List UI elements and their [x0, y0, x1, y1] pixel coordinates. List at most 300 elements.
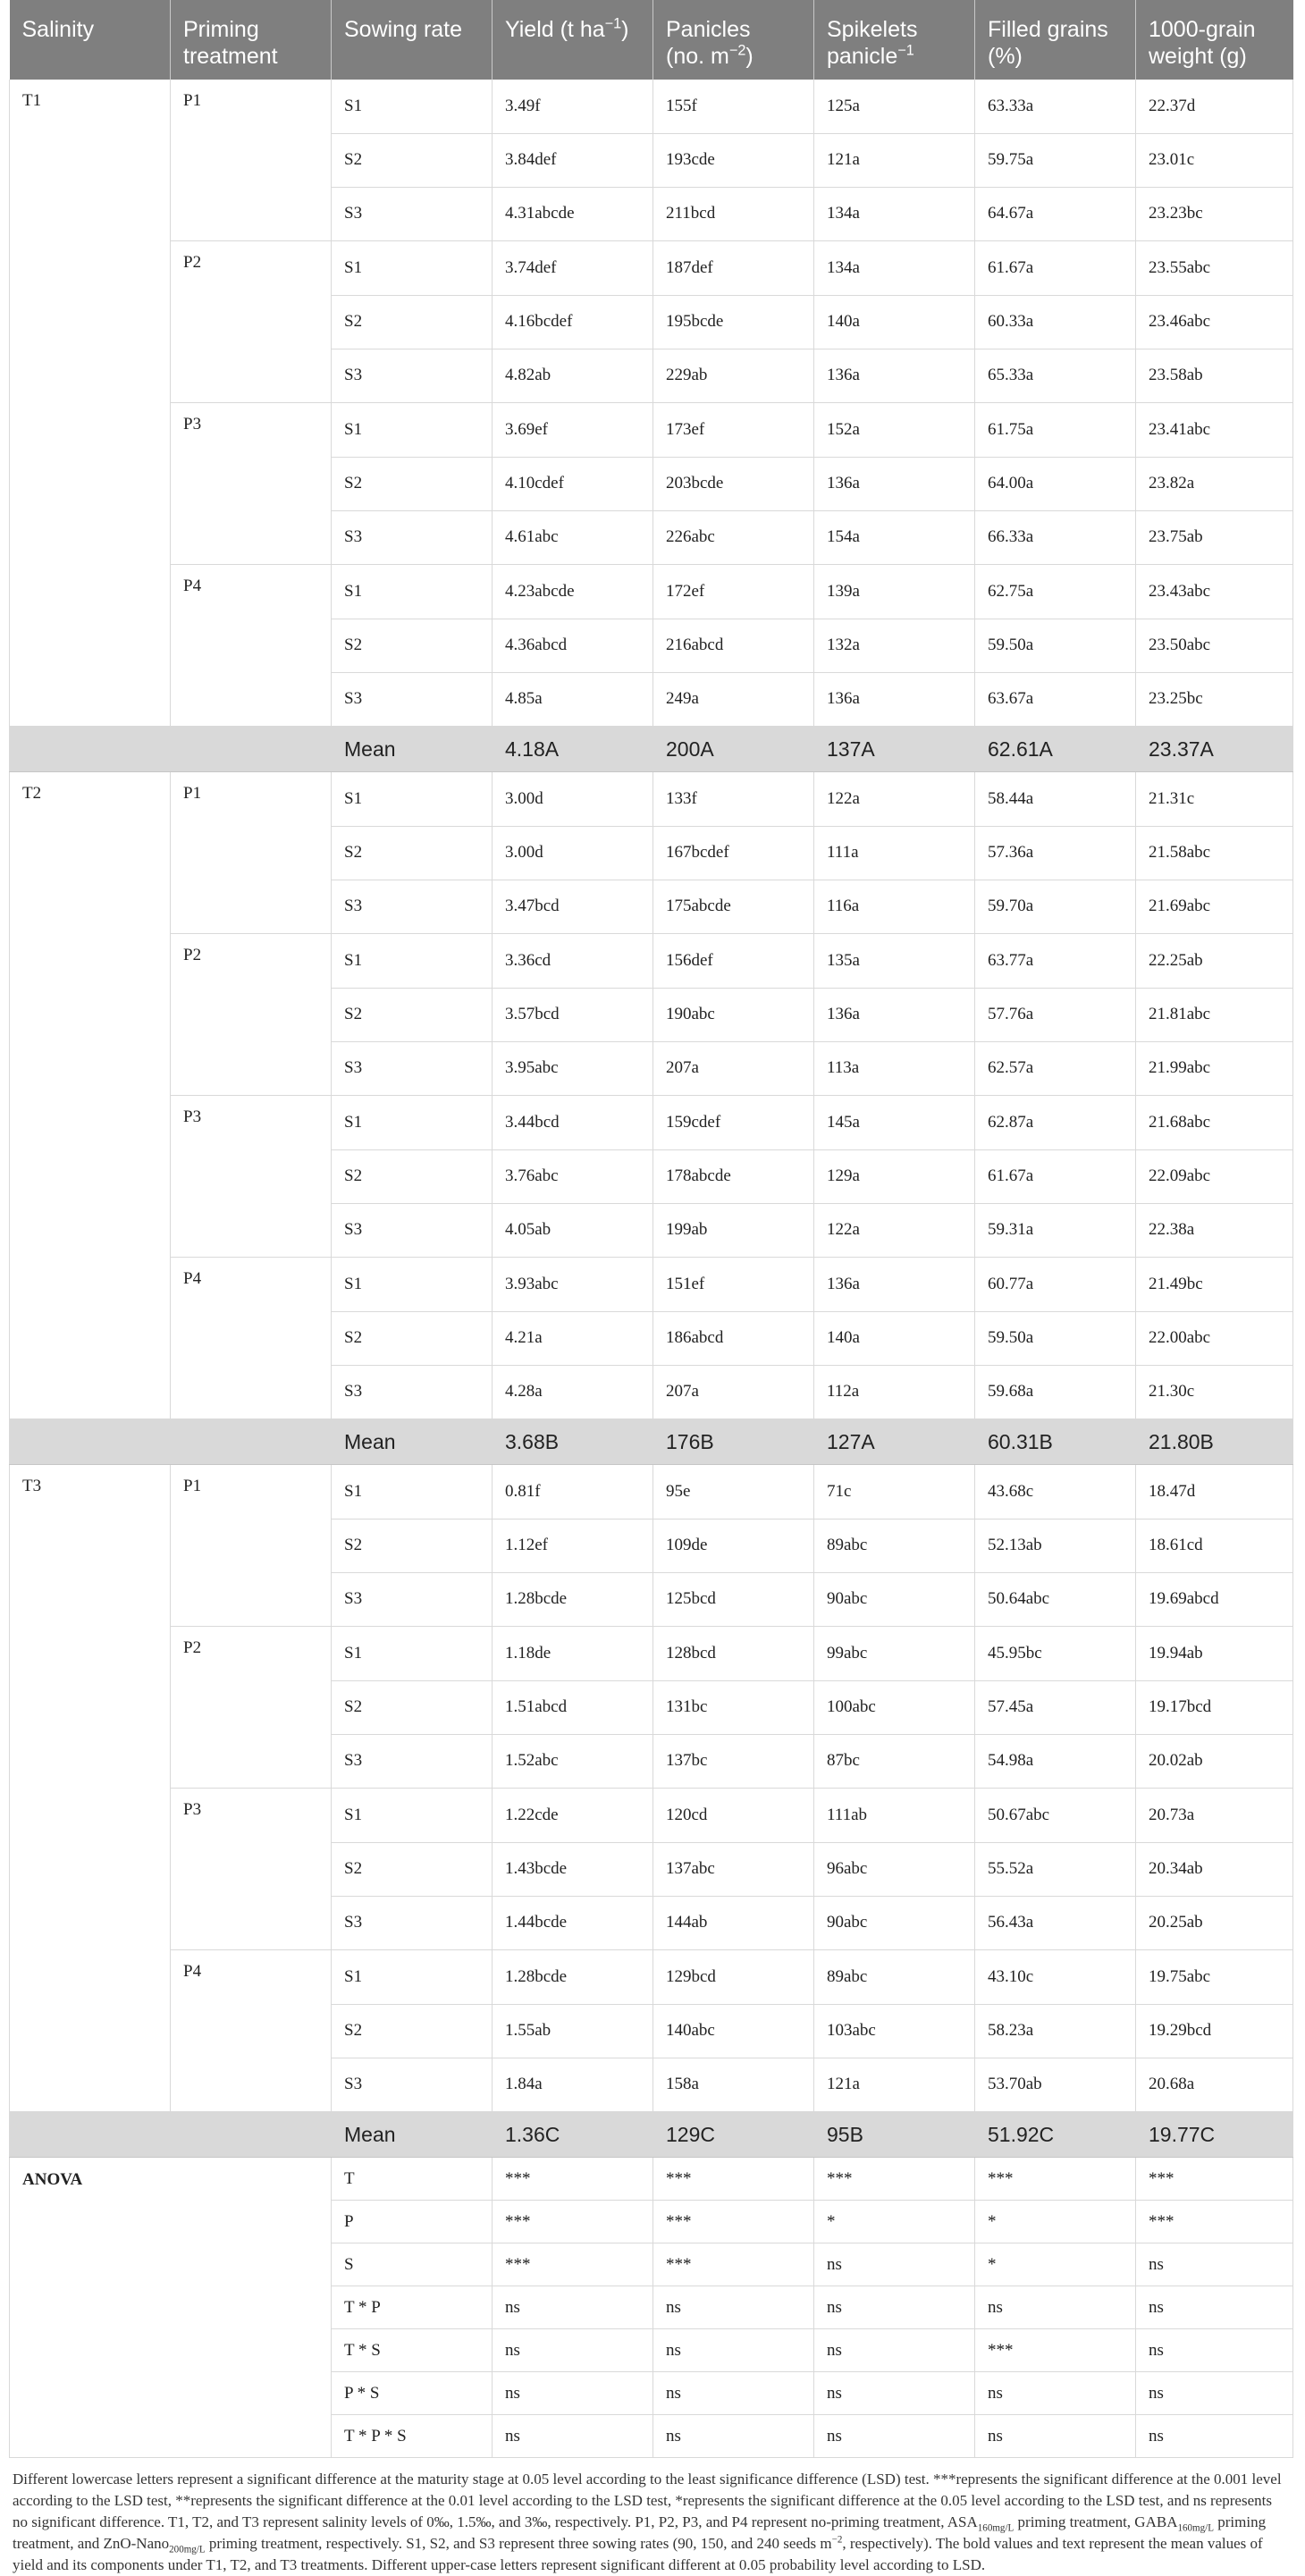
- salinity-cell: [10, 1896, 171, 1950]
- priming-cell: P1: [171, 1465, 332, 1520]
- value-cell: 20.73a: [1136, 1789, 1293, 1843]
- table-row: [10, 1842, 1293, 1896]
- value-cell: S2: [332, 1842, 493, 1896]
- table-row: [10, 934, 1293, 989]
- priming-cell: [171, 1203, 332, 1258]
- salinity-cell: [10, 934, 171, 989]
- table-row: [10, 826, 1293, 880]
- value-cell: 125a: [814, 80, 975, 133]
- value-cell: 23.46abc: [1136, 295, 1293, 349]
- anova-significance: ns: [814, 2286, 975, 2329]
- value-cell: 152a: [814, 403, 975, 458]
- value-cell: 20.02ab: [1136, 1734, 1293, 1789]
- value-cell: 4.23abcde: [493, 565, 653, 619]
- anova-significance: ns: [975, 2415, 1136, 2458]
- value-cell: 20.25ab: [1136, 1896, 1293, 1950]
- anova-significance: ***: [975, 2158, 1136, 2201]
- anova-significance: ns: [975, 2372, 1136, 2415]
- priming-cell: P4: [171, 1950, 332, 2005]
- anova-factor: S: [332, 2243, 493, 2286]
- value-cell: 64.00a: [975, 457, 1136, 510]
- value-cell: S1: [332, 1096, 493, 1150]
- value-cell: 3.00d: [493, 772, 653, 827]
- value-cell: 158a: [653, 2058, 814, 2112]
- salinity-cell: T3: [10, 1465, 171, 1520]
- value-cell: S1: [332, 1258, 493, 1312]
- value-cell: 103abc: [814, 2004, 975, 2058]
- priming-cell: P3: [171, 1789, 332, 1843]
- value-cell: S3: [332, 349, 493, 403]
- value-cell: 3.00d: [493, 826, 653, 880]
- value-cell: 134a: [814, 187, 975, 241]
- header-spikelets: Spikelets panicle$^{-1}$: [814, 0, 975, 80]
- value-cell: 21.31c: [1136, 772, 1293, 827]
- value-cell: S1: [332, 1789, 493, 1843]
- salinity-cell: [10, 619, 171, 672]
- value-cell: S3: [332, 1365, 493, 1419]
- anova-significance: ns: [1136, 2286, 1293, 2329]
- value-cell: 1.84a: [493, 2058, 653, 2112]
- table-row: [10, 241, 1293, 296]
- value-cell: 23.50abc: [1136, 619, 1293, 672]
- value-cell: 52.13ab: [975, 1519, 1136, 1572]
- table-row: [10, 1734, 1293, 1789]
- anova-significance: ns: [653, 2329, 814, 2372]
- value-cell: 4.05ab: [493, 1203, 653, 1258]
- value-cell: 20.68a: [1136, 2058, 1293, 2112]
- salinity-cell: [10, 1789, 171, 1843]
- salinity-cell: [10, 403, 171, 458]
- value-cell: 226abc: [653, 510, 814, 565]
- value-cell: 120cd: [653, 1789, 814, 1843]
- value-cell: 156def: [653, 934, 814, 989]
- value-cell: 59.50a: [975, 1311, 1136, 1365]
- value-cell: 45.95bc: [975, 1627, 1136, 1681]
- value-cell: 112a: [814, 1365, 975, 1419]
- value-cell: 59.31a: [975, 1203, 1136, 1258]
- salinity-cell: [10, 1572, 171, 1627]
- table-row: [10, 619, 1293, 672]
- anova-factor: T * S: [332, 2329, 493, 2372]
- mean-empty-cell: [171, 1419, 332, 1465]
- priming-cell: [171, 133, 332, 187]
- value-cell: 22.37d: [1136, 80, 1293, 133]
- value-cell: 63.33a: [975, 80, 1136, 133]
- priming-cell: [171, 1572, 332, 1627]
- table-row: [10, 1627, 1293, 1681]
- value-cell: S3: [332, 1572, 493, 1627]
- value-cell: 140a: [814, 295, 975, 349]
- anova-factor: T: [332, 2158, 493, 2201]
- salinity-cell: [10, 1734, 171, 1789]
- header-yield: Yield (t $ha^{-1}$): [493, 0, 653, 80]
- value-cell: 62.57a: [975, 1041, 1136, 1096]
- anova-significance: ***: [653, 2243, 814, 2286]
- anova-significance: ***: [653, 2158, 814, 2201]
- table-row: [10, 1258, 1293, 1312]
- salinity-cell: [10, 1680, 171, 1734]
- table-row: [10, 672, 1293, 727]
- table-row: [10, 1041, 1293, 1096]
- table-row: [10, 1789, 1293, 1843]
- value-cell: 203bcde: [653, 457, 814, 510]
- header-grain-weight: 1000-grain weight (g): [1136, 0, 1293, 80]
- anova-significance: ns: [1136, 2329, 1293, 2372]
- value-cell: 23.58ab: [1136, 349, 1293, 403]
- value-cell: 135a: [814, 934, 975, 989]
- anova-significance: ns: [493, 2329, 653, 2372]
- value-cell: 71c: [814, 1465, 975, 1520]
- value-cell: 4.28a: [493, 1365, 653, 1419]
- anova-significance: ns: [493, 2372, 653, 2415]
- salinity-cell: [10, 1950, 171, 2005]
- table-row: [10, 1096, 1293, 1150]
- priming-cell: [171, 295, 332, 349]
- value-cell: 59.50a: [975, 619, 1136, 672]
- mean-value-cell: 129C: [653, 2112, 814, 2158]
- mean-value-cell: 60.31B: [975, 1419, 1136, 1465]
- priming-cell: [171, 1041, 332, 1096]
- value-cell: S2: [332, 2004, 493, 2058]
- mean-value-cell: 176B: [653, 1419, 814, 1465]
- anova-factor: P * S: [332, 2372, 493, 2415]
- value-cell: 23.01c: [1136, 133, 1293, 187]
- table-footnote: Different lowercase letters represent a significant difference at the maturity stage at 0.05 level according to the least significance difference (LSD) test. ***represents the significant difference at the 0.001 level according to the LSD test, **represents the significant difference at the 0.01 level according to the LSD test, *represents the significant difference at the 0.05 level according to the LSD test, and ns represents no significant difference. T1, T2, and T3 represent salinity levels of 0‰, 1.5‰, and 3‰, respectively. P1, P2, P3, and P4 represent no-priming treatment, $ASA_{160mg/L}$ priming treatment, $GABA_{160mg/L}$ priming treatment, and ZnO-Nano$_{200mg/L}$ priming treatment, respectively. S1, S2, and S3 represent three sowing rates (90, 150, and 240 seeds $m^{-2}$, respectively). The bold values and text represent the mean values of yield and its components under T1, T2, and T3 treatments. Different upper-case letters represent significant different at 0.05 probability level according to LSD.: [13, 2471, 1282, 2573]
- value-cell: 56.43a: [975, 1896, 1136, 1950]
- mean-value-cell: 1.36C: [493, 2112, 653, 2158]
- table-row: [10, 1465, 1293, 1520]
- table-row: [10, 133, 1293, 187]
- value-cell: S2: [332, 295, 493, 349]
- value-cell: 1.51abcd: [493, 1680, 653, 1734]
- value-cell: S3: [332, 510, 493, 565]
- value-cell: 23.75ab: [1136, 510, 1293, 565]
- table-row: [10, 1203, 1293, 1258]
- value-cell: 175abcde: [653, 880, 814, 934]
- anova-factor: P: [332, 2201, 493, 2243]
- value-cell: 207a: [653, 1365, 814, 1419]
- value-cell: 18.61cd: [1136, 1519, 1293, 1572]
- value-cell: S3: [332, 880, 493, 934]
- value-cell: S1: [332, 934, 493, 989]
- value-cell: 19.69abcd: [1136, 1572, 1293, 1627]
- value-cell: 134a: [814, 241, 975, 296]
- value-cell: 3.49f: [493, 80, 653, 133]
- value-cell: 87bc: [814, 1734, 975, 1789]
- value-cell: 137bc: [653, 1734, 814, 1789]
- mean-empty-cell: [10, 727, 171, 772]
- value-cell: 60.77a: [975, 1258, 1136, 1312]
- value-cell: 62.87a: [975, 1096, 1136, 1150]
- priming-cell: [171, 187, 332, 241]
- value-cell: 167bcdef: [653, 826, 814, 880]
- priming-cell: [171, 1734, 332, 1789]
- anova-factor: T * P: [332, 2286, 493, 2329]
- value-cell: 20.34ab: [1136, 1842, 1293, 1896]
- salinity-cell: [10, 1842, 171, 1896]
- value-cell: 3.57bcd: [493, 988, 653, 1041]
- anova-significance: ***: [1136, 2158, 1293, 2201]
- value-cell: 19.17bcd: [1136, 1680, 1293, 1734]
- value-cell: S2: [332, 457, 493, 510]
- yield-components-table: [9, 0, 1293, 2458]
- salinity-cell: [10, 988, 171, 1041]
- value-cell: 43.68c: [975, 1465, 1136, 1520]
- value-cell: 1.43bcde: [493, 1842, 653, 1896]
- value-cell: 109de: [653, 1519, 814, 1572]
- value-cell: 23.43abc: [1136, 565, 1293, 619]
- mean-value-cell: 137A: [814, 727, 975, 772]
- anova-significance: ns: [653, 2372, 814, 2415]
- value-cell: S3: [332, 187, 493, 241]
- value-cell: 229ab: [653, 349, 814, 403]
- priming-cell: P1: [171, 772, 332, 827]
- value-cell: 3.44bcd: [493, 1096, 653, 1150]
- anova-significance: ns: [493, 2286, 653, 2329]
- value-cell: 59.68a: [975, 1365, 1136, 1419]
- priming-cell: [171, 672, 332, 727]
- salinity-cell: T2: [10, 772, 171, 827]
- value-cell: 3.69ef: [493, 403, 653, 458]
- table-row: [10, 1365, 1293, 1419]
- value-cell: 23.25bc: [1136, 672, 1293, 727]
- value-cell: 63.77a: [975, 934, 1136, 989]
- value-cell: 216abcd: [653, 619, 814, 672]
- value-cell: 57.45a: [975, 1680, 1136, 1734]
- value-cell: 4.31abcde: [493, 187, 653, 241]
- priming-cell: [171, 1365, 332, 1419]
- value-cell: 4.21a: [493, 1311, 653, 1365]
- value-cell: S1: [332, 772, 493, 827]
- header-priming-treatment: Priming treatment: [171, 0, 332, 80]
- value-cell: 23.23bc: [1136, 187, 1293, 241]
- table-row: [10, 2058, 1293, 2112]
- value-cell: 63.67a: [975, 672, 1136, 727]
- anova-significance: ns: [814, 2415, 975, 2458]
- value-cell: 59.75a: [975, 133, 1136, 187]
- salinity-cell: [10, 241, 171, 296]
- header-filled-grains: Filled grains (%): [975, 0, 1136, 80]
- mean-value-cell: 62.61A: [975, 727, 1136, 772]
- value-cell: 137abc: [653, 1842, 814, 1896]
- value-cell: 172ef: [653, 565, 814, 619]
- value-cell: 125bcd: [653, 1572, 814, 1627]
- priming-cell: P1: [171, 80, 332, 133]
- value-cell: 90abc: [814, 1572, 975, 1627]
- salinity-cell: [10, 1203, 171, 1258]
- salinity-cell: [10, 672, 171, 727]
- value-cell: 128bcd: [653, 1627, 814, 1681]
- value-cell: 207a: [653, 1041, 814, 1096]
- table-row: [10, 2004, 1293, 2058]
- header-sowing-rate: Sowing rate: [332, 0, 493, 80]
- value-cell: 133f: [653, 772, 814, 827]
- value-cell: 113a: [814, 1041, 975, 1096]
- table-row: [10, 565, 1293, 619]
- anova-significance: ***: [493, 2243, 653, 2286]
- value-cell: 190abc: [653, 988, 814, 1041]
- value-cell: S2: [332, 133, 493, 187]
- value-cell: 100abc: [814, 1680, 975, 1734]
- value-cell: 57.76a: [975, 988, 1136, 1041]
- value-cell: 154a: [814, 510, 975, 565]
- mean-label: Mean: [332, 1419, 493, 1465]
- anova-significance: ns: [653, 2286, 814, 2329]
- value-cell: 95e: [653, 1465, 814, 1520]
- value-cell: 65.33a: [975, 349, 1136, 403]
- value-cell: S3: [332, 2058, 493, 2112]
- header-salinity: Salinity: [10, 0, 171, 80]
- salinity-cell: [10, 133, 171, 187]
- value-cell: 145a: [814, 1096, 975, 1150]
- anova-significance: ns: [814, 2243, 975, 2286]
- value-cell: S2: [332, 1149, 493, 1203]
- value-cell: 173ef: [653, 403, 814, 458]
- value-cell: S1: [332, 1465, 493, 1520]
- salinity-cell: [10, 1311, 171, 1365]
- value-cell: 58.44a: [975, 772, 1136, 827]
- value-cell: 4.85a: [493, 672, 653, 727]
- value-cell: 3.76abc: [493, 1149, 653, 1203]
- value-cell: 144ab: [653, 1896, 814, 1950]
- anova-significance: *: [975, 2243, 1136, 2286]
- mean-label: Mean: [332, 727, 493, 772]
- salinity-cell: [10, 1258, 171, 1312]
- value-cell: 136a: [814, 349, 975, 403]
- value-cell: 22.25ab: [1136, 934, 1293, 989]
- value-cell: 4.16bcdef: [493, 295, 653, 349]
- priming-cell: P2: [171, 934, 332, 989]
- salinity-cell: [10, 1096, 171, 1150]
- table-row: [10, 510, 1293, 565]
- priming-cell: [171, 1680, 332, 1734]
- table-row: [10, 1680, 1293, 1734]
- value-cell: 1.28bcde: [493, 1950, 653, 2005]
- priming-cell: [171, 349, 332, 403]
- anova-significance: ns: [975, 2286, 1136, 2329]
- value-cell: 64.67a: [975, 187, 1136, 241]
- priming-cell: [171, 510, 332, 565]
- mean-empty-cell: [171, 2112, 332, 2158]
- value-cell: S3: [332, 1734, 493, 1789]
- value-cell: 136a: [814, 988, 975, 1041]
- value-cell: 178abcde: [653, 1149, 814, 1203]
- value-cell: 195bcde: [653, 295, 814, 349]
- value-cell: 4.82ab: [493, 349, 653, 403]
- value-cell: 136a: [814, 457, 975, 510]
- value-cell: S1: [332, 1950, 493, 2005]
- salinity-cell: [10, 1149, 171, 1203]
- value-cell: 140abc: [653, 2004, 814, 2058]
- priming-cell: [171, 2058, 332, 2112]
- priming-cell: P3: [171, 403, 332, 458]
- priming-cell: [171, 826, 332, 880]
- priming-cell: [171, 1519, 332, 1572]
- salinity-cell: [10, 2058, 171, 2112]
- anova-factor: T * P * S: [332, 2415, 493, 2458]
- mean-row: [10, 2112, 1293, 2158]
- value-cell: S2: [332, 1311, 493, 1365]
- value-cell: 249a: [653, 672, 814, 727]
- table-row: [10, 187, 1293, 241]
- salinity-cell: [10, 1519, 171, 1572]
- priming-cell: [171, 988, 332, 1041]
- value-cell: 60.33a: [975, 295, 1136, 349]
- value-cell: 0.81f: [493, 1465, 653, 1520]
- priming-cell: P4: [171, 565, 332, 619]
- salinity-cell: [10, 295, 171, 349]
- value-cell: 1.28bcde: [493, 1572, 653, 1627]
- value-cell: 21.81abc: [1136, 988, 1293, 1041]
- value-cell: 96abc: [814, 1842, 975, 1896]
- table-row: [10, 772, 1293, 827]
- value-cell: 54.98a: [975, 1734, 1136, 1789]
- mean-value-cell: 23.37A: [1136, 727, 1293, 772]
- value-cell: 1.12ef: [493, 1519, 653, 1572]
- anova-significance: ***: [975, 2329, 1136, 2372]
- priming-cell: [171, 1311, 332, 1365]
- value-cell: 89abc: [814, 1519, 975, 1572]
- anova-label: ANOVA: [10, 2158, 332, 2458]
- value-cell: 1.22cde: [493, 1789, 653, 1843]
- value-cell: 23.41abc: [1136, 403, 1293, 458]
- value-cell: 122a: [814, 772, 975, 827]
- mean-value-cell: 127A: [814, 1419, 975, 1465]
- table-row: [10, 1950, 1293, 2005]
- table-row: [10, 403, 1293, 458]
- value-cell: 4.61abc: [493, 510, 653, 565]
- mean-value-cell: 51.92C: [975, 2112, 1136, 2158]
- anova-significance: *: [814, 2201, 975, 2243]
- value-cell: S2: [332, 619, 493, 672]
- anova-significance: ns: [814, 2329, 975, 2372]
- value-cell: S2: [332, 988, 493, 1041]
- anova-significance: ***: [653, 2201, 814, 2243]
- salinity-cell: [10, 1041, 171, 1096]
- value-cell: 3.74def: [493, 241, 653, 296]
- value-cell: S3: [332, 1896, 493, 1950]
- table-row: [10, 1311, 1293, 1365]
- results-table-container: [9, 0, 1292, 2576]
- table-row: [10, 1149, 1293, 1203]
- value-cell: 22.38a: [1136, 1203, 1293, 1258]
- value-cell: S1: [332, 1627, 493, 1681]
- salinity-cell: [10, 187, 171, 241]
- table-row: [10, 988, 1293, 1041]
- value-cell: 57.36a: [975, 826, 1136, 880]
- value-cell: 22.00abc: [1136, 1311, 1293, 1365]
- table-row: [10, 80, 1293, 133]
- value-cell: 19.75abc: [1136, 1950, 1293, 2005]
- value-cell: 4.36abcd: [493, 619, 653, 672]
- value-cell: 62.75a: [975, 565, 1136, 619]
- mean-empty-cell: [10, 1419, 171, 1465]
- salinity-cell: [10, 2004, 171, 2058]
- value-cell: 90abc: [814, 1896, 975, 1950]
- priming-cell: P2: [171, 241, 332, 296]
- anova-significance: ***: [814, 2158, 975, 2201]
- value-cell: 66.33a: [975, 510, 1136, 565]
- value-cell: 136a: [814, 1258, 975, 1312]
- value-cell: S2: [332, 1680, 493, 1734]
- value-cell: 129a: [814, 1149, 975, 1203]
- value-cell: 1.52abc: [493, 1734, 653, 1789]
- value-cell: 21.68abc: [1136, 1096, 1293, 1150]
- table-row: [10, 1519, 1293, 1572]
- mean-value-cell: 3.68B: [493, 1419, 653, 1465]
- value-cell: 140a: [814, 1311, 975, 1365]
- salinity-cell: [10, 826, 171, 880]
